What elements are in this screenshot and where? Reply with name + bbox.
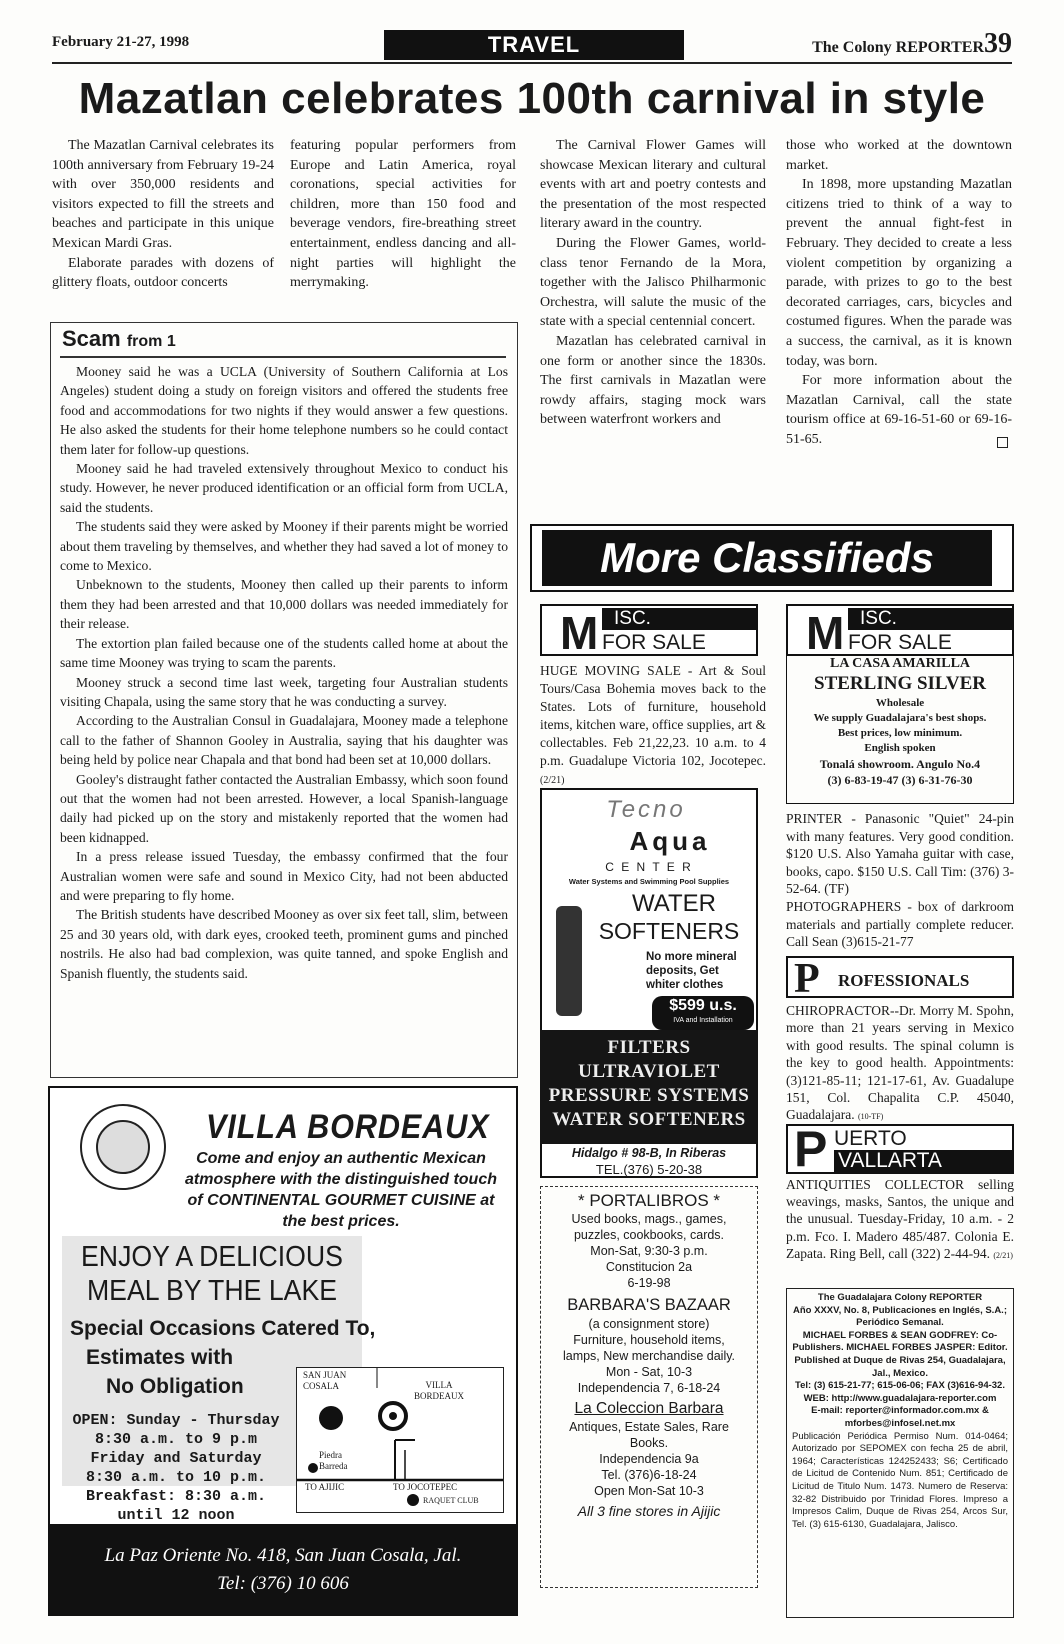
hours-line: until 12 noon (117, 1507, 235, 1524)
professionals-header (786, 956, 1014, 1002)
classified-photographers: PHOTOGRAPHERS - box of darkroom materials and partially complete reducer. Call Sean (3)615-21-77 (786, 899, 1014, 949)
portal-number: 6-19-98 (627, 1276, 671, 1290)
paragraph: For more information about the Mazatlan Carnival, call the state tourism office at 69-16-51-60 or 69-16-51-65. (786, 373, 1012, 447)
casa-wholesale: Wholesale (875, 697, 925, 709)
price: $599 u.s. (669, 997, 737, 1014)
map-label: TO JOCOTEPEC (393, 1482, 458, 1492)
map-label: TO AJIJIC (305, 1482, 345, 1492)
category-title: ROFESSIONALS (838, 971, 970, 990)
portal-name: * PORTALIBROS * (577, 1191, 721, 1210)
paragraph: The British students have described Mooney as over six feet tall, slim, between 25 and 30 years old, with dark eyes, crooked teeth, prominent gums and pinched nostrils. He also had bad complexion, was quite tanned, and spoke English and Spanish fluently, the students said. (60, 907, 508, 981)
casa-product: STERLING SILVER (814, 673, 986, 694)
brand-tagline: Water Systems and Swimming Pool Supplies (568, 877, 730, 886)
category-letter: P (794, 1121, 828, 1177)
casa-line: English spoken (864, 742, 936, 754)
classifieds-title: More Classifieds (542, 530, 992, 586)
product-line: PRESSURE SYSTEMS (548, 1085, 750, 1106)
portal-address: Constitucion 2a (605, 1260, 693, 1274)
portal-hours: Mon-Sat, 9:30-3 p.m. (590, 1244, 708, 1258)
softeners-label: SOFTENERS (598, 918, 740, 944)
hours-line: Breakfast: 8:30 a.m. (85, 1488, 267, 1505)
paragraph: featuring popular performers from Europe and Latin America, royal coronations, special activities for children, more than 150 food and beverage vendors, fire-breathing street entertainment, endless dancing and all-night parties will highlight the merrymaking. (290, 138, 516, 291)
paragraph: According to the Australian Consul in Guadalajara, Mooney made a telephone call to the father of Shannon Gooley in Australia, saying that his daughter was being held by police near Chapala and that bond had been set at 10,000 dollars. (60, 713, 508, 768)
restaurant-phone: Tel: (376) 10 606 (217, 1573, 349, 1594)
category-bottom: FOR SALE (848, 631, 952, 654)
promo-headline: ENJOY A DELICIOUS MEAL BY THE LAKE (81, 1241, 343, 1307)
masthead-title: The Guadalajara Colony REPORTER (817, 1292, 983, 1303)
softener-claim: No more mineral deposits, Get whiter clothes (646, 951, 737, 991)
paragraph: Mooney struck a second time last week, targeting four Australian students visiting Chapala, using the same story that he was conducting a survey. (60, 674, 508, 709)
issue-date: February 21-27, 1998 (52, 34, 190, 50)
carnival-column-4 (786, 136, 1012, 450)
paragraph: During the Flower Games, world-class tenor Fernando de la Mora, together with the Jalisco Philharmonic Orchestra, will salute the music of the state with a special centennial concert. (540, 235, 766, 330)
category-bottom: FOR SALE (602, 631, 706, 654)
casa-line: Best prices, low minimum. (837, 727, 963, 739)
hours-line: 8:30 a.m. to 9 p.m (94, 1431, 258, 1448)
product-line: FILTERS (607, 1037, 691, 1058)
product-line: WATER SOFTENERS (552, 1109, 746, 1130)
bazaar-address: Independencia 7, 6-18-24 (577, 1381, 721, 1395)
paragraph: Mooney said he had traveled extensively throughout Mexico to conduct his study. However, he never produced identification or an official form from UCLA, said the students. (60, 461, 508, 515)
category-letter: M (560, 607, 599, 659)
tecno-phone: TEL.(376) 5-20-38 (595, 1162, 703, 1177)
classified-text: CHIROPRACTOR--Dr. Morry M. Spohn, more than 21 years serving in Mexico with good results. The spinal column is the key to good health. Appointments: (3)121-85-11; 121-17-61, Av. Guadalupe 151, Col. Chapalita C.P. 45040, Guadalajara. (786, 1003, 1014, 1123)
misc-for-sale-header (540, 604, 758, 659)
bazaar-desc: Furniture, household items, lamps, New merchandise daily. (562, 1333, 736, 1363)
classified-moving-sale (540, 662, 766, 790)
end-mark-icon (997, 437, 1008, 448)
hours-line: Friday and Saturday (90, 1450, 262, 1467)
paragraph: Gooley's distraught father contacted the Australian Embassy, which soon found out that the women had not been arrested. However, a local Spanish-language daily had picked up on the story and mistakenly reported that the women had been kidnapped. (60, 771, 508, 845)
coleccion-address: Independencia 9a (599, 1452, 699, 1466)
carnival-column-2 (290, 136, 516, 293)
paragraph: The Mazatlan Carnival celebrates its 100th anniversary from February 19-24 with over 350,000 residents and visitors expected to fill the streets and beaches and participate in this unique Mexican Mardi Gras. (52, 138, 274, 251)
masthead-email: E-mail: reporter@informador.com.mx & mforbes@infosel.net.mx (811, 1405, 989, 1429)
masthead-box (786, 1288, 1014, 1618)
paragraph: Mazatlan has celebrated carnival in one form or another since the 1830s. The first carnivals in Mazatlan were rowdy affairs, staging mock wars between waterfront workers and (540, 333, 766, 428)
scam-body (60, 362, 508, 983)
brand-center: C E N T E R (605, 860, 693, 874)
puerto-vallarta-header (786, 1121, 1014, 1177)
masthead-legal: Publicación Periódica Permiso Num. 014-0464; Autorizado por SEPOMEX con fecha 25 de abril, 1964; Características 124252433; S6; Certificado de Licitud de Contenido Num. 851; Certificado de Licitud de Titulo Num. 1473. Numero de Reserva: 32-82 Distribuido por Trinidad Flores. Impreso a Impresos Calim, Duque de Rivas 254, Arcos Sur, Tel. (3) 615-6130, Guadalajara, Jalisco. (792, 1430, 1008, 1530)
classified-chiropractor (786, 1002, 1014, 1126)
casa-phone: (3) 6-83-19-47 (3) 6-31-76-30 (827, 773, 973, 787)
category-letter: P (794, 956, 820, 1002)
paragraph: Elaborate parades with dozens of glittery floats, outdoor concerts (52, 255, 274, 291)
map-label: Piedra Barreda (319, 1450, 348, 1471)
category-bottom: VALLARTA (834, 1150, 1012, 1172)
bazaar-name: BARBARA'S BAZAAR (567, 1296, 731, 1314)
category-top: UERTO (834, 1127, 907, 1150)
casa-line: We supply Guadalajara's best shops. (813, 712, 987, 724)
classified-antiquities (786, 1176, 1014, 1264)
paragraph: In a press release issued Tuesday, the embassy confirmed that the four Australian women were safe and sound in Mexico City, had not been abducted and were preparing to fly home. (60, 849, 508, 903)
classified-printer: PRINTER - Panasonic "Quiet" 24-pin with many features. Very good condition. $120 U.S. Also Yamaha guitar with case, books, capo. $150 U.S. Call Tim: (376) 3-52-64. (TF) (786, 811, 1014, 896)
masthead-web: WEB: http://www.guadalajara-reporter.com (803, 1392, 997, 1404)
ajijic-stores-ad (540, 1186, 758, 1588)
header-rule (52, 62, 1012, 64)
stores-footer: All 3 fine stores in Ajijic (577, 1503, 721, 1519)
portal-desc: Used books, mags., games, puzzles, cookbooks, cards. (571, 1212, 727, 1242)
masthead-line: Año XXXV, No. 8, Publicaciones en Inglés, S.A.; Periódico Semanal. (793, 1304, 1007, 1329)
restaurant-contact (48, 1524, 518, 1616)
page-number: 39 (984, 28, 1012, 59)
section-label: TRAVEL (384, 30, 684, 60)
classified-code: (10-TF) (857, 1112, 884, 1122)
paragraph: Unbeknown to the students, Mooney then called up their parents to inform them they had been arrested and that 10,000 dollars was needed immediately for their release. (60, 577, 508, 632)
services-line: Special Occasions Catered To, (70, 1317, 376, 1340)
tecno-products (540, 1030, 758, 1144)
scam-heading (62, 326, 176, 352)
casa-line: Tonalá showroom. Angulo No.4 (819, 757, 981, 771)
restaurant-seal-icon (80, 1104, 166, 1190)
tecno-address: Hidalgo # 98-B, In Riberas (571, 1146, 727, 1160)
classified-code: (2/21) (993, 1250, 1013, 1260)
paragraph: The students said they were asked by Mooney if their parents might be worried about them traveling by themselves, and whether they had saved a lot of money to come to Mexico. (60, 519, 508, 574)
restaurant-intro: Come and enjoy an authentic Mexican atmosphere with the distinguished touch of CONTINENTAL GOURMET CUISINE at the best prices. (184, 1150, 497, 1230)
classified-text: ANTIQUITIES COLLECTOR selling weavings, masks, Santos, the unique and the unusual. Tuesday-Friday, 10 a.m. - 2 p.m. Fco. I. Madero 485/487. Colonia E. Zapata. Ring Bell, call (322) 2-44-94. (786, 1177, 1014, 1261)
paragraph: those who worked at the downtown market. (786, 138, 1012, 173)
coleccion-desc: Antiques, Estate Sales, Rare Books. (569, 1420, 729, 1450)
map-label: RAQUET CLUB (423, 1496, 479, 1505)
casa-name: LA CASA AMARILLA (829, 656, 971, 671)
bazaar-hours: Mon - Sat, 10-3 (605, 1365, 693, 1379)
map-label: SAN JUAN COSALA (303, 1370, 347, 1391)
misc-for-sale-header (786, 604, 1014, 659)
brand-top: Tecno (606, 796, 686, 823)
scam-jump: from 1 (126, 333, 176, 350)
masthead-line: MICHAEL FORBES & SEAN GODFREY: Co-Publishers. MICHAEL FORBES JASPER: Editor. Published at Duque de Rivas 254, Guadalajara, Jal., Mexico. (792, 1329, 1008, 1379)
classified-code: (2/21) (540, 775, 565, 786)
services-line: Estimates with (86, 1346, 234, 1369)
scam-heading-rule (60, 356, 506, 358)
category-top: ISC. (602, 608, 756, 630)
paragraph: The Carnival Flower Games will showcase Mexican literary and cultural events with art and poetry contests and the presentation of the most respected literary award in the country. (540, 138, 766, 232)
paragraph: Mooney said he was a UCLA (University of Southern California at Los Angeles) student doing a study on foreign visitors and offered the students free food and accommodations for two nights if they would answer a few questions. He also asked the students for their home telephone numbers so he could contact them later for follow-up questions. (60, 364, 508, 457)
paper-name (812, 28, 1012, 60)
classified-text: HUGE MOVING SALE - Art & Soul Tours/Casa Bohemia moves back to the States. Lots of furniture, household items, kitchen ware, office supplies, art & collectables. Feb 21,22,23. 10 a.m. to 4 p.m. Guadalupe Victoria 102, Jocotepec. (540, 663, 766, 768)
coleccion-phone: Tel. (376)6-18-24 (601, 1468, 697, 1482)
opening-hours (64, 1411, 288, 1525)
product-line: ULTRAVIOLET (578, 1061, 720, 1082)
location-map (296, 1367, 504, 1513)
coleccion-name: La Coleccion Barbara (574, 1400, 724, 1417)
category-letter: M (806, 607, 845, 659)
paragraph: In 1898, more upstanding Mazatlan citizens tried to think of a way to prevent the annual fight-fest in February. They decided to create a less violent competition by organizing a parade, with prizes to go to the best decorated carriages, cars, bicycles and costumed figures. When the parade was a success, the carnival, as it is known today, was born. (786, 177, 1012, 369)
restaurant-name: VILLA BORDEAUX (206, 1108, 490, 1146)
paragraph: The extortion plan failed because one of the students called home at about the same time Mooney was trying to scam the parents. (60, 635, 508, 671)
services-line: No Obligation (106, 1375, 244, 1398)
headline: Mazatlan celebrates 100th carnival in style (78, 74, 986, 123)
masthead-line: Tel: (3) 615-21-77; 615-06-06; FAX (3)616-94-32. (795, 1380, 1005, 1392)
hours-line: OPEN: Sunday - Thursday (72, 1412, 280, 1429)
paper-title: The Colony REPORTER (812, 39, 984, 56)
carnival-column-1 (52, 136, 274, 293)
softener-tank-icon (556, 906, 582, 1016)
restaurant-address: La Paz Oriente No. 418, San Juan Cosala, Jal. (104, 1545, 462, 1566)
water-label: WATER (632, 890, 716, 917)
hours-line: 8:30 a.m. to 10 p.m. (85, 1469, 267, 1486)
bazaar-sub: (a consignment store) (588, 1317, 710, 1331)
price-badge (652, 996, 754, 1030)
map-label: VILLA BORDEAUX (413, 1380, 464, 1401)
category-top: ISC. (848, 608, 1012, 630)
brand-mid: Aqua (629, 826, 711, 856)
carnival-column-3 (540, 136, 766, 430)
price-note: IVA and Installation (673, 1017, 733, 1024)
scam-title: Scam (62, 326, 121, 351)
casa-amarilla-ad (786, 654, 1014, 804)
coleccion-hours: Open Mon-Sat 10-3 (594, 1484, 704, 1498)
